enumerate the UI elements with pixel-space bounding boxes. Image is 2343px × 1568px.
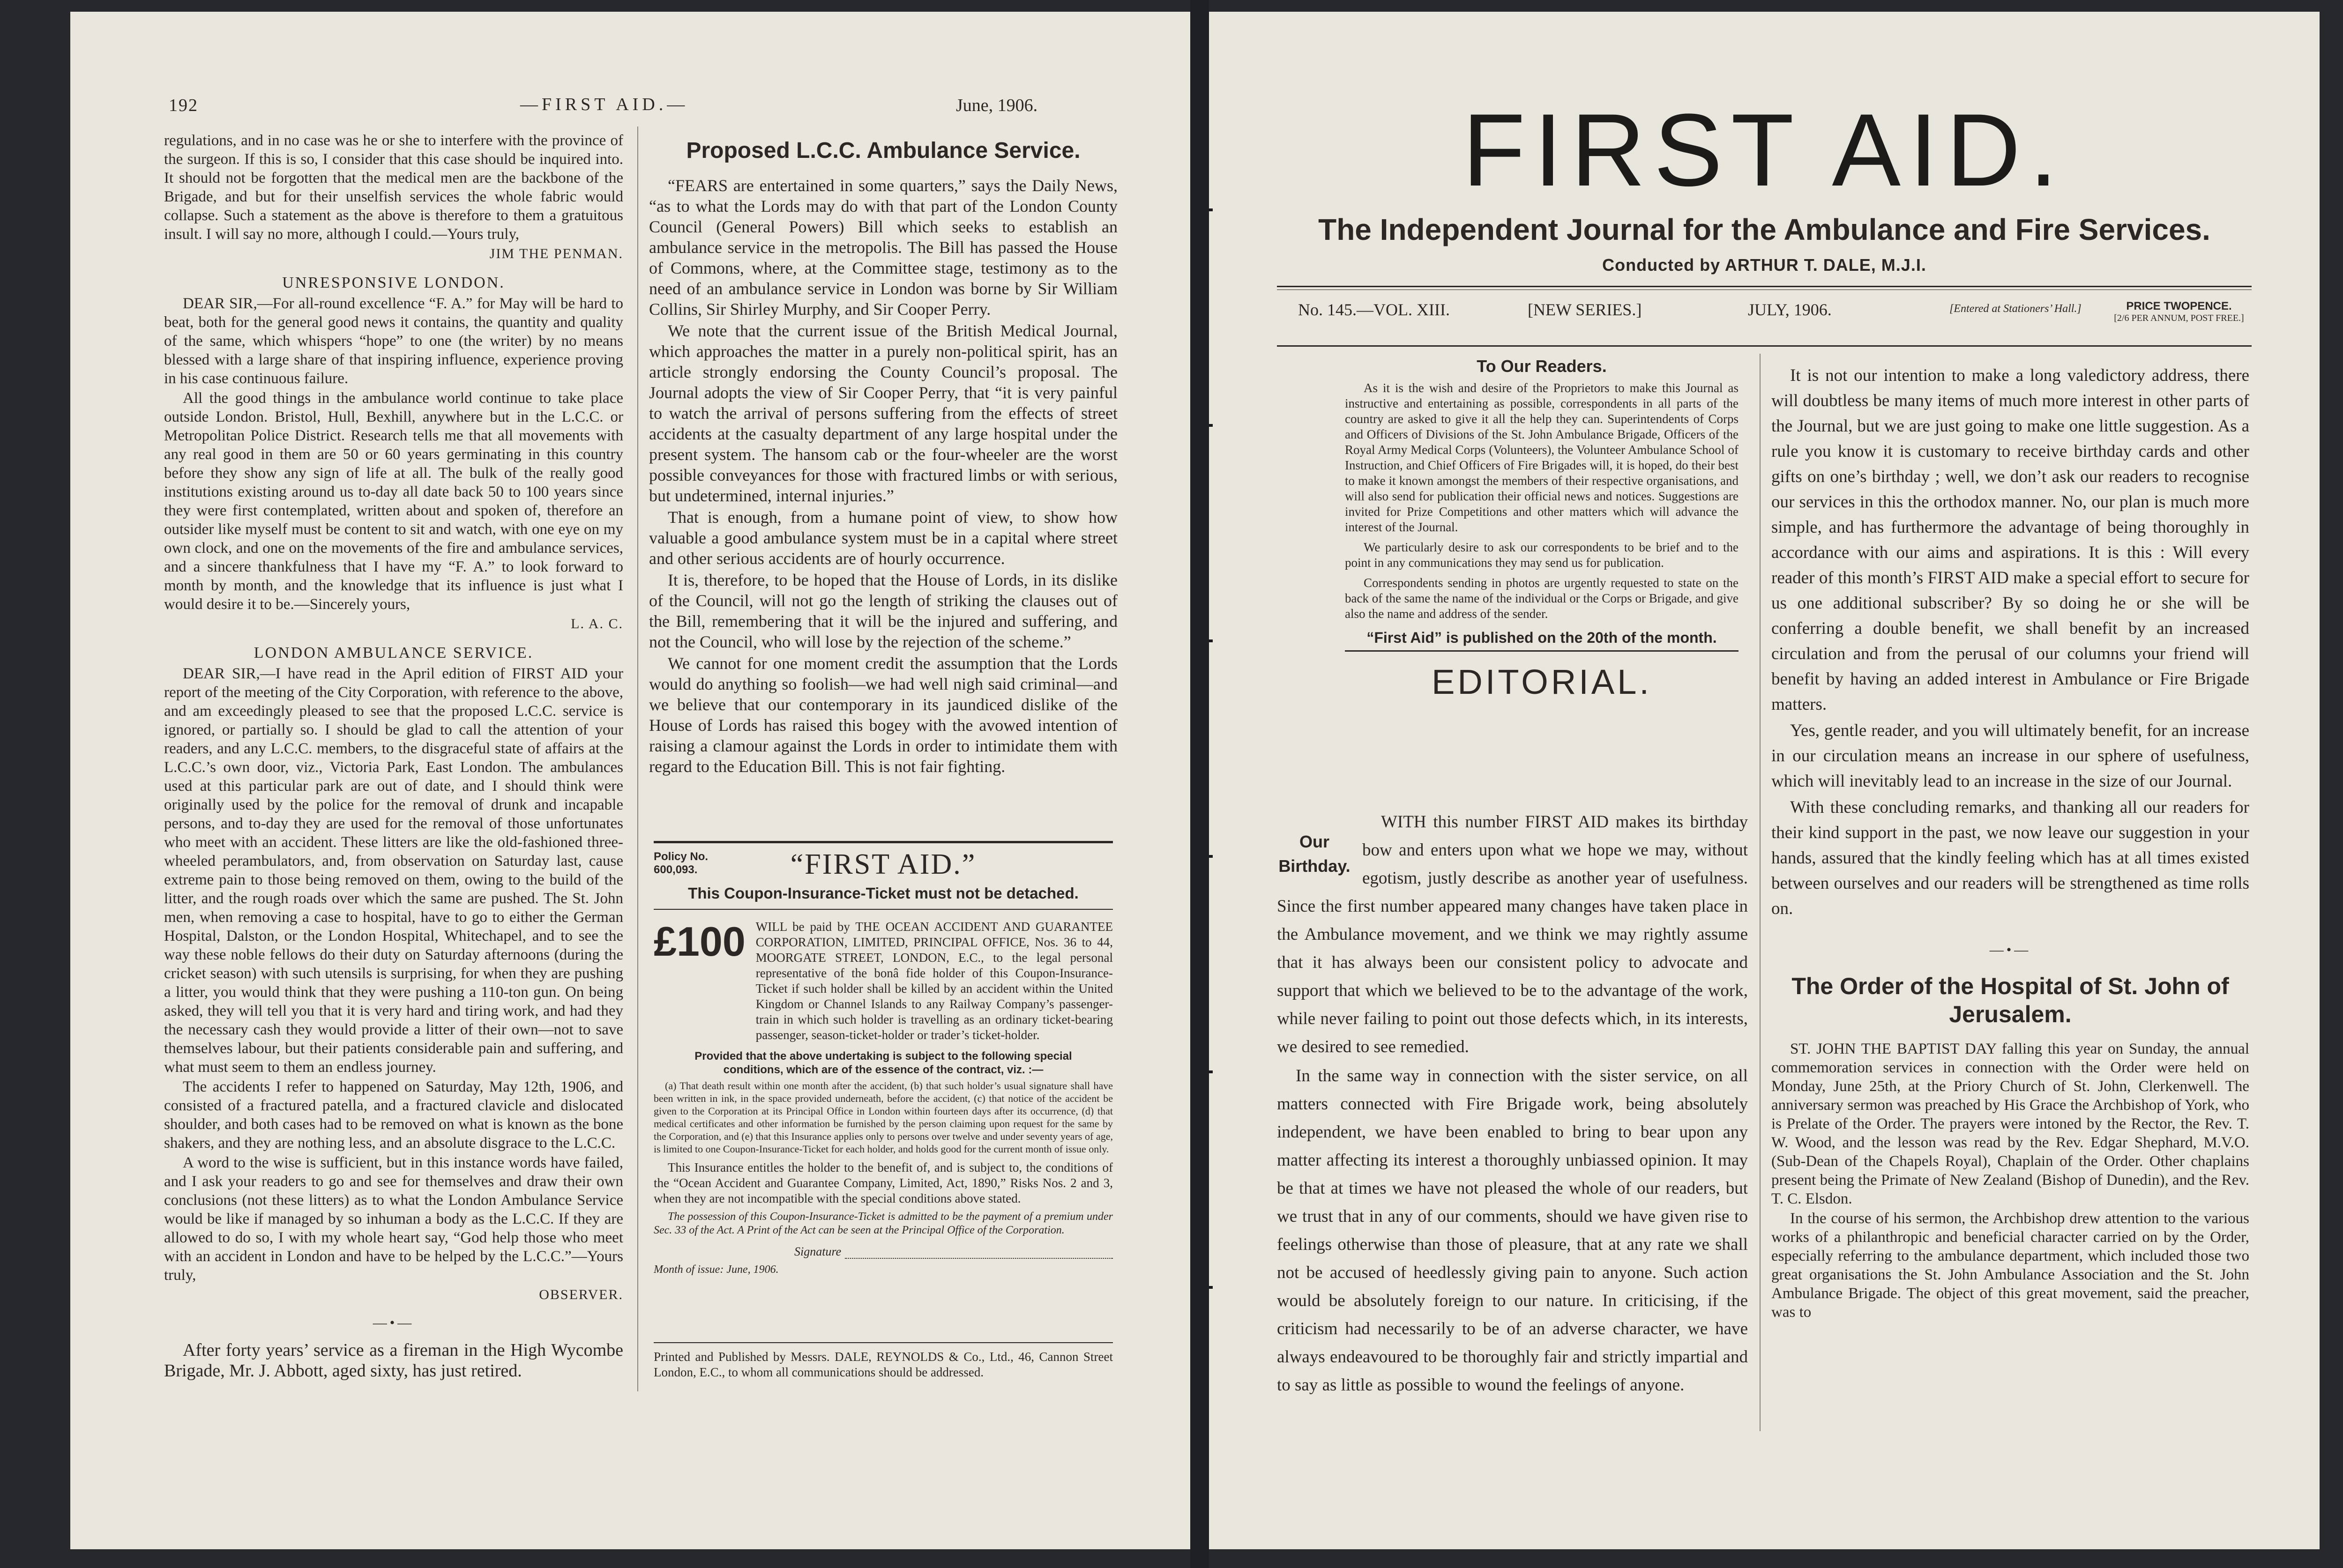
readers-rule — [1345, 650, 1739, 652]
page-number: 192 — [169, 96, 198, 115]
printer-imprint: Printed and Published by Messrs. DALE, REYNOLDS & Co., Ltd., 46, Cannon Street London, E.C., to whom all communications should be addressed. — [654, 1350, 1113, 1379]
stationers-hall: [Entered at Stationers’ Hall.] — [1949, 303, 2082, 315]
coupon-subtitle: This Coupon-Insurance-Ticket must not be detached. — [688, 884, 1079, 902]
coupon-possession: The possession of this Coupon-Insurance-Ticket is admitted to be the payment of a premium under Sec. 33 of the Act. A Print of the Act can be seen at the Principal Office of the Corporation. — [654, 1211, 1113, 1236]
coupon-top-rule — [654, 841, 1113, 843]
letter-signature: JIM THE PENMAN. — [489, 246, 623, 261]
letter-ending: regulations, and in no case was he or she to interfere with the province of the surgeon. If this is so, I consider that this case should be inquired into. It should not be forgotten that the medical men are the backbone of the Brigade, and but for their unselfish services the whole fabric would collapse. Such a statement as the above is therefore to them a gratuitous insult. I will say no more, although I could.—Yours truly, — [164, 132, 623, 243]
left-column-1 — [164, 131, 623, 1382]
side-heading — [1277, 830, 1352, 878]
issue-number: No. 145.—VOL. XIII. — [1298, 300, 1450, 319]
binding-mark — [1209, 208, 1213, 211]
issue-date: June, 1906. — [956, 96, 1038, 115]
paragraph: We particularly desire to ask our correspondents to be brief and to the point in any communications they may send us for publication. — [1345, 540, 1739, 570]
conducted-by: Conducted by ARTHUR T. DALE, M.J.I. — [1602, 255, 1926, 275]
paragraph: All the good things in the ambulance world continue to take place outside London. Bristol, Hull, Bexhill, anywhere but in the L.C.C. or Metropolitan Police District. Research tells me that all movements with any real good in them are 50 or 60 years germinating in this country before they show any sign of life at all. The bulk of the really good institutions existing around us to-day all date back 50 to 100 years since they were first contemplated, written about and spoken of, therefore an outsider like myself must be content to sit and watch, with one eye on my own clock, and one on the movements of the fire and ambulance services, and a sincere thankfulness that I have my “F. A.” to look forward to month by month, and the knowledge that its influence is just what I would desire it to be.—Sincerely yours, — [164, 390, 623, 613]
paragraph: We cannot for one moment credit the assumption that the Lords would do anything so foolish—we had well nigh said criminal—and we believe that our contemporary in its jaundiced dislike of the House of Lords has raised this bogey with the avowed intention of raising a clamour against the Lords in order to intimidate them with regard to the Education Bill. This is not fair fighting. — [649, 654, 1118, 776]
paragraph: In the course of his sermon, the Archbishop drew attention to the various works of a philanthropic and beneficial character carried on by the Order, especially referring to the ambulance department, which included those two great organisations the St. John Ambulance Association and the St. John Ambulance Brigade. The object of this great movement, said the preacher, was to — [1771, 1210, 2249, 1321]
paragraph: DEAR SIR,—I have read in the April edition of FIRST AID your report of the meeting of the City Corporation, with reference to the above, and am exceedingly pleased to see that the proposed L.C.C. service is ignored, or partially so. I should be glad to call the attention of your readers, and any L.C.C. members, to the disgraceful state of affairs at the L.C.C.’s own door, viz., Victoria Park, East London. The ambulances used at this particular park are out of date, and I should think were originally used by the police for the removal of drunk and incapable persons, and to-day they are used for the removal of those unfortunates who meet with an accident. These litters are like the old-fashioned three-wheeled perambulators, and, from observation on Saturday last, cause extreme pain to those being removed on them, owing to the build of the litter, and the rough roads over which the same are pushed. The St. John men, when removing a case to hospital, have to go to either the German Hospital, Dalston, or the London Hospital, Whitechapel, and to see the way these noble fellows do their duty on Saturday afternoons (during the cricket season) with such utensils is surprising, for when they are pushing a litter, you would think that they were pushing a 110-ton gun. On being asked, they will tell you that it is very hard and tiring work, and had they the necessary cash they would provide a litter of their own—not to save themselves labour, but their patients considerable pain and suffering, and what must seem to them an endless journey. — [164, 665, 623, 1076]
paragraph: That is enough, from a humane point of view, to show how valuable a good ambulance system must be in a capital where street and other serious accidents are of hourly occurrence. — [649, 508, 1118, 568]
paragraph: With these concluding remarks, and thanking all our readers for their kind support in the past, we now leave our suggestion in your hands, assured that the kindly feeling which has at all times existed between ourselves and our readers will be strengthened as time rolls on. — [1771, 798, 2249, 918]
binding-mark — [1209, 855, 1213, 858]
coupon-entitlement: This Insurance entitles the holder to the benefit of, and is subject to, the conditions of the “Ocean Accident and Guarantee Company, Limited, Act, 1890,” Risks Nos. 2 and 3, when they are not incompatible with the special conditions above stated. — [654, 1160, 1113, 1205]
masthead-title: FIRST AID. — [1462, 92, 2067, 208]
paragraph: ST. JOHN THE BAPTIST DAY falling this year on Sunday, the annual commemoration services in connection with the Order were held on Monday, June 25th, at the Priory Church of St. John, Clerkenwell. The anniversary sermon was preached by His Grace the Archbishop of York, who is Prelate of the Order. The prayers were intoned by the Rector, the Rev. T. W. Wood, and the lesson was read by the Rev. Edgar Shephard, M.V.O. (Sub-Dean of the Chapels Royal), Chaplain of the Order. Other chaplains present being the Primate of New Zealand (Bishop of Dunedin), and the Rev. T. C. Elsdon. — [1771, 1040, 2249, 1207]
issue-series: [NEW SERIES.] — [1528, 300, 1642, 319]
coupon-amount: £100 — [654, 918, 746, 965]
publication-day: “First Aid” is published on the 20th of the month. — [1366, 629, 1717, 646]
signature-label: Signature — [794, 1245, 842, 1258]
insurance-coupon — [654, 848, 1113, 1276]
column-rule — [1760, 354, 1761, 1431]
paragraph: In the same way in connection with the sister service, on all matters connected with Fire Brigade work, being absolutely independent, we have been enabled to bring to bear upon any matter affecting its interest a thoroughly unbiassed opinion. It may be that at times we have not pleased the whole of our readers, but we trust that in any of our comments, should we have given rise to feelings otherwise than those of pleasure, that at any rate we shall not be accused of heedlessly giving pain to anyone. Such action would be absolutely foreign to our nature. In criticising, if the criticism had necessarily to be of an adverse character, we have always endeavoured to be thoroughly fair and strictly impartial and to say as little as possible to wound the feelings of anyone. — [1277, 1066, 1748, 1395]
column-rule — [637, 126, 638, 1391]
binding-mark — [1209, 639, 1213, 642]
issue-date: JULY, 1906. — [1748, 300, 1832, 319]
signature-line — [845, 1248, 1113, 1259]
running-title: —FIRST AID.— — [520, 95, 689, 114]
article-heading: Proposed L.C.C. Ambulance Service. — [686, 138, 1081, 163]
coupon-body: WILL be paid by THE OCEAN ACCIDENT AND GUARANTEE CORPORATION, LIMITED, PRINCIPAL OFFICE, Nos. 36 to 44, MOORGATE STREET, LONDON, E.C., to the legal personal representative of the bonâ fide holder of this Coupon-Insurance-Ticket if such holder shall be killed by an accident within the United Kingdom or Channel Islands to any Railway Company’s passenger-train in which such holder is travelling as an ordinary ticket-bearing passenger, season-ticket-holder or trader’s ticket-holder. — [755, 920, 1113, 1042]
paragraph: DEAR SIR,—For all-round excellence “F. A.” for May will be hard to beat, both for the general good news it contains, the quantity and quality of the same, which whispers “hope” to one (the writer) by no means blessed with a large share of that inspiring influence, experience proving in his case continuous failure. — [164, 295, 623, 387]
section-heading-unresponsive-london: UNRESPONSIVE LONDON. — [282, 274, 505, 291]
paragraph: Yes, gentle reader, and you will ultimately benefit, for an increase in our circulation means an increase in our sphere of usefulness, which will inevitably lead to an increase in the size of our Journal. — [1771, 721, 2249, 791]
side-heading-line: Birthday. — [1278, 856, 1351, 876]
annual-price: [2/6 PER ANNUM, POST FREE.] — [2114, 313, 2244, 323]
masthead-tagline: The Independent Journal for the Ambulance and Fire Services. — [1318, 213, 2210, 246]
paragraph: As it is the wish and desire of the Proprietors to make this Journal as instructive and entertaining as possible, correspondents in all parts of the country are asked to give it all the help they can. Superintendents of Corps and Officers of Divisions of the St. John Ambulance Brigade, Officers of the Royal Army Medical Corps (Volunteers), the Volunteer Ambulance School of Instruction, and Chief Officers of Fire Brigades will, it is hoped, do their best to make it known amongst the members of their respective organisations, and will also send for publication their official news and notices. Suggestions are invited for Prize Competitions and other matters which will advance the interest of the Journal. — [1345, 381, 1739, 534]
separator: —•— — [1989, 942, 2031, 958]
issue-line — [1298, 300, 2249, 328]
paragraph: A word to the wise is sufficient, but in this instance words have failed, and I ask your readers to go and see for themselves and draw their own conclusions (not these litters) as to what the London Ambulance Service would be like if managed by so inhuman a body as the L.C.C. If they are allowed to do so, I with my whole heart say, “God help those who meet with an accident in London and have to be helped by the L.C.C.”—Yours truly, — [164, 1154, 623, 1284]
coupon-title: “FIRST AID.” — [790, 848, 977, 880]
binding-mark — [1209, 1070, 1213, 1073]
left-column-2 — [649, 131, 1118, 778]
order-heading: The Order of the Hospital of St. John of Jerusalem. — [1791, 973, 2229, 1027]
paragraph: WITH this number FIRST AID makes its birthday bow and enters upon what we hope we may, without egotism, justly describe as another year of usefulness. Since the first number appeared many changes have taken place in the Ambulance movement, and we think we may rightly assume that it has always been our consistent policy to advocate and support that which we believed to be to the advantage of the work, while never failing to point out those defects which, in its interests, we desired to see remedied. — [1277, 812, 1748, 1056]
month-of-issue: Month of issue: June, 1906. — [654, 1263, 779, 1276]
paragraph: It is, therefore, to be hoped that the House of Lords, in its dislike of the Council, will not go the length of striking the clauses out of the Bill, remembering that it will be the injured and suffering, and not the Council, who will lose by the rejection of the scheme.” — [649, 571, 1118, 651]
paragraph: “FEARS are entertained in some quarters,” says the Daily News, “as to what the Lords may do with that part of the London County Council (General Powers) Bill which seeks to establish an ambulance service in the metropolis. The Bill has passed the House of Commons, where, at the Committee stage, testimony as to the need of an ambulance service in London was borne by Sir William Collins, Sir Shirley Murphy, and Sir Cooper Perry. — [649, 176, 1118, 319]
policy-label: Policy No. — [654, 850, 709, 863]
paragraph: It is not our intention to make a long valedictory address, there will doubtless be many items of much more interest in other parts of the Journal, but we are just going to make one little suggestion. As a rule you know it is customary to receive birthday cards and other gifts on one’s birthday ; well, we don’t ask our readers to recognise our services in this the orthodox manner. No, our plan is much more simple, and has furthermore the advantage of being thoroughly in accordance with our aims and aspirations. It is this : Will every reader of this month’s FIRST AID make a special effort to secure for us one additional subscriber? By so doing he or she will be conferring a double benefit, we shall benefit by an increased circulation and from the perusal of our columns your friend will benefit by having an added interest in Ambulance or Fire Brigade matters. — [1771, 366, 2249, 714]
coupon-conditions-heading: Provided that the above undertaking is subject to the following special conditions, which are of the essence of the contract, viz. :— — [694, 1050, 1072, 1076]
paragraph: We note that the current issue of the British Medical Journal, which approaches the matter in a purely non-political spirit, has an article strongly endorsing the County Council’s proposal. The Journal adopts the view of Sir Cooper Perry, that “it is very painful to watch the arrival of persons suffering from the effects of street accidents at the casualty department of any large hospital under the present system. The hansom cab or the four-wheeler are the worst possible conveyances for those with fractured limbs or with serious, but undetermined, internal injuries.” — [649, 321, 1118, 505]
book-spine — [1190, 0, 1209, 1568]
paragraph: Correspondents sending in photos are urgently requested to state on the back of the same the name of the individual or the Corps or Brigade, and give also the name and address of the sender. — [1345, 576, 1739, 621]
right-column-1 — [1345, 354, 1739, 716]
policy-number: 600,093. — [654, 863, 698, 876]
coupon-conditions: (a) That death result within one month after the accident, (b) that such holder’s usual signature shall have been written in ink, in the space provided underneath, before the accident, (c) that notice of the accident be given to the Corporation at its Principal Office in London within fourteen days after its occurrence, (d) that medical certificates and other information be furnished by the person claiming upon request for the same by the Corporation, and (e) that this Insurance applies only to persons over twelve and under seventy years of age, is limited to one Coupon-Insurance-Ticket for each holder, and holds good for the current month of issue only. — [654, 1080, 1113, 1155]
paragraph-abbott: After forty years’ service as a fireman in the High Wycombe Brigade, Mr. J. Abbott, aged sixty, has just retired. — [164, 1340, 623, 1381]
binding-mark — [1209, 1286, 1213, 1289]
readers-heading: To Our Readers. — [1477, 357, 1607, 376]
binding-mark — [1209, 424, 1213, 427]
letter-signature: L. A. C. — [571, 616, 623, 632]
masthead-rule — [1277, 286, 2252, 287]
coupon-rule — [654, 909, 1113, 910]
issue-rule — [1277, 345, 2252, 347]
letter-signature: OBSERVER. — [539, 1287, 623, 1302]
coupon-bottom-rule — [654, 1342, 1113, 1343]
side-heading-line: Our — [1299, 832, 1329, 851]
left-page — [70, 12, 1190, 1549]
right-column-2 — [1771, 363, 2249, 1323]
section-heading-london-ambulance-service: LONDON AMBULANCE SERVICE. — [254, 644, 534, 661]
right-page — [1209, 12, 2320, 1549]
editorial-body — [1277, 808, 1748, 1400]
separator: —•— — [373, 1315, 415, 1330]
editorial-heading: EDITORIAL. — [1432, 662, 1652, 701]
paragraph: The accidents I refer to happened on Saturday, May 12th, 1906, and consisted of a fractured patella, and a fractured clavicle and dislocated shoulder, and both cases had to be removed on what is known as the bone shakers, and they are nothing less, and an absolute disgrace to the L.C.C. — [164, 1078, 623, 1152]
price: PRICE TWOPENCE. — [2126, 300, 2232, 312]
